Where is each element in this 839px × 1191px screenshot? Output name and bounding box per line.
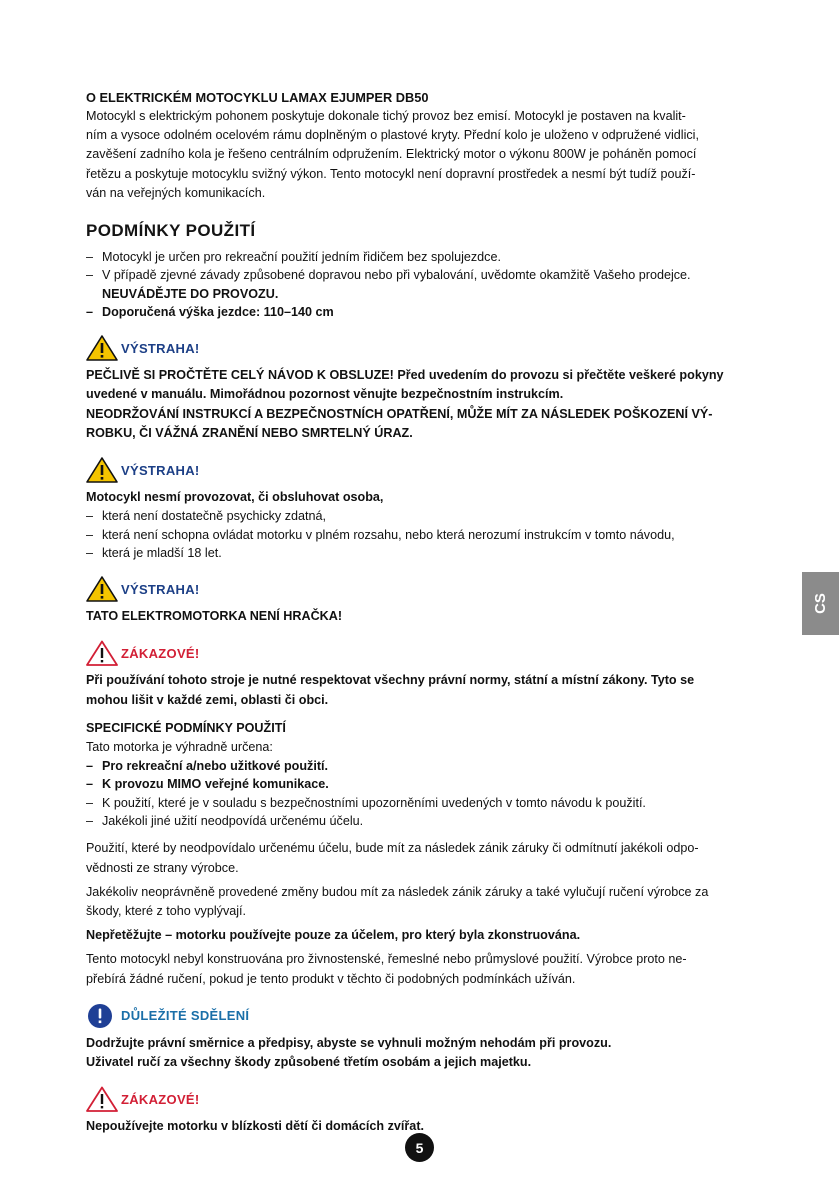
warning-list [86, 507, 754, 562]
dash-bullet: – [86, 814, 94, 829]
warning-triangle-icon [86, 457, 118, 483]
manual-page [86, 88, 754, 1136]
warning-triangle-icon [86, 576, 118, 602]
about-line: Motocykl s elektrickým pohonem poskytuje dokonale tichý provoz bez emisí. Motocykl je postaven na kvalit- [86, 109, 686, 123]
warning-line: ROBKU, ČI VÁŽNÁ ZRANĚNÍ NEBO SMRTELNÝ ÚRAZ. [86, 425, 413, 440]
list-item-text: K použití, které je v souladu s bezpečnostními upozorněními uvedených v tomto návodu k použití. [102, 795, 646, 810]
list-item [86, 812, 754, 830]
list-item-text: Jakékoli jiné užití neodpovídá určenému účelu. [102, 814, 364, 829]
paragraph [86, 883, 754, 921]
prohibition-label: ZÁKAZOVÉ! [121, 1091, 200, 1107]
warning-text [86, 366, 754, 443]
prohibition-label: ZÁKAZOVÉ! [121, 645, 200, 661]
list-item-text: K provozu MIMO veřejné komunikace. [102, 777, 329, 792]
about-line: ním a vysoce odolném ocelovém rámu doplněným o plastové kryty. Přední kolo je uloženo v odpružené vidlici, [86, 128, 699, 143]
prohibition-header [86, 1086, 754, 1112]
dash-bullet: – [86, 527, 94, 542]
list-item-text: která není schopna ovládat motorku v plném rozsahu, nebo která nerozumí instrukcím v tomto návodu, [102, 527, 675, 542]
language-tab [802, 572, 839, 635]
notice-text [86, 1034, 754, 1072]
warning-label: VÝSTRAHA! [121, 581, 200, 597]
about-paragraph [86, 107, 754, 203]
conditions-list [86, 248, 754, 321]
dash-bullet: – [86, 268, 94, 283]
paragraph-line: škody, které z toho vyplývají. [86, 903, 247, 918]
dash-bullet: – [86, 250, 94, 265]
notice-line: Dodržujte právní směrnice a předpisy, abyste se vyhnuli možným nehodám při provozu. [86, 1035, 612, 1050]
paragraph [86, 839, 754, 877]
about-line: zavěšení zadního kola je řešeno centrálním odpružením. Elektrický motor o výkonu 800W je poháněn pomocí [86, 147, 697, 162]
list-item-text: která není dostatečně psychicky zdatná, [102, 509, 327, 524]
paragraph-line: Použití, které by neodpovídalo určenému účelu, bude mít za následek zánik záruky či odmítnutí jakékoli odpo- [86, 841, 699, 856]
warning-label: VÝSTRAHA! [121, 340, 200, 356]
warning-triangle-icon [86, 335, 118, 361]
list-item [86, 507, 754, 525]
warning-header [86, 335, 754, 361]
dash-bullet: – [86, 509, 94, 524]
prohibition-text: Nepoužívejte motorku v blízkosti dětí či domácích zvířat. [86, 1119, 425, 1134]
list-item [86, 266, 754, 303]
list-item [86, 775, 754, 793]
warning-intro: Motocykl nesmí provozovat, či obsluhovat osoba, [86, 490, 384, 505]
about-title: O ELEKTRICKÉM MOTOCYKLU LAMAX EJUMPER DB50 [86, 90, 429, 105]
prohibition-triangle-icon [86, 640, 118, 666]
dash-bullet: – [86, 795, 94, 810]
specific-list [86, 757, 754, 830]
list-item [86, 544, 754, 562]
warning-line: NEODRŽOVÁNÍ INSTRUKCÍ A BEZPEČNOSTNÍCH OPATŘENÍ, MŮŽE MÍT ZA NÁSLEDEK POŠKOZENÍ VÝ- [86, 406, 713, 421]
warning-header [86, 576, 754, 602]
conditions-heading: PODMÍNKY POUŽITÍ [86, 221, 256, 241]
list-item-text: Doporučená výška jezdce: 110–140 cm [102, 304, 334, 319]
dash-bullet: – [86, 759, 94, 774]
list-item-emphasis: NEUVÁDĚJTE DO PROVOZU. [102, 286, 279, 301]
paragraph-line: vědnosti ze strany výrobce. [86, 860, 239, 875]
about-line: řetězu a poskytuje motocyklu svižný výkon. Tento motocykl není dopravní prostředek a nesmí být tudíž použí- [86, 166, 696, 181]
list-item [86, 757, 754, 775]
about-line: ván na veřejných komunikacích. [86, 185, 266, 200]
warning-header [86, 457, 754, 483]
specific-intro: Tato motorka je výhradně určena: [86, 739, 273, 754]
paragraph-line: přebírá žádné ručení, pokud je tento produkt v těchto či podobných podmínkách užíván. [86, 971, 576, 986]
prohibition-text [86, 671, 754, 709]
list-item [86, 526, 754, 544]
list-item [86, 303, 754, 321]
paragraph-bold: Nepřetěžujte – motorku používejte pouze za účelem, pro který byla zkonstruována. [86, 928, 581, 943]
warning-label: VÝSTRAHA! [121, 462, 200, 478]
list-item [86, 248, 754, 266]
dash-bullet: – [86, 545, 94, 560]
prohibition-triangle-icon [86, 1086, 118, 1112]
language-tab-label: CS [812, 593, 829, 614]
paragraph-line: Jakékoliv neoprávněně provedené změny budou mít za následek zánik záruky a také vylučují ručení výrobce za [86, 884, 709, 899]
dash-bullet: – [86, 777, 94, 792]
list-item-text: Motocykl je určen pro rekreační použití jedním řidičem bez spolujezdce. [102, 250, 501, 265]
prohibition-line: mohou lišit v každé zemi, oblasti či obci. [86, 692, 329, 707]
prohibition-header [86, 640, 754, 666]
notice-line: Uživatel ručí za všechny škody způsobené třetím osobám a jejich majetku. [86, 1054, 532, 1069]
paragraph-line: Tento motocykl nebyl konstruována pro živnostenské, řemeslné nebo průmyslové použití. Výrobce proto ne- [86, 952, 687, 967]
warning-line: uvedené v manuálu. Mimořádnou pozornost věnujte bezpečnostním instrukcím. [86, 387, 564, 402]
paragraph [86, 950, 754, 988]
prohibition-line: Při používání tohoto stroje je nutné respektovat všechny právní normy, státní a místní zákony. Tyto se [86, 673, 695, 688]
dash-bullet: – [86, 304, 94, 319]
list-item-text: V případě zjevné závady způsobené dopravou nebo při vybalování, uvědomte okamžitě Vašeho prodejce. [102, 268, 691, 283]
info-exclamation-icon [86, 1003, 118, 1029]
list-item-text: Pro rekreační a/nebo užitkové použití. [102, 759, 329, 774]
notice-label: DŮLEŽITÉ SDĚLENÍ [121, 1008, 250, 1024]
specific-heading: SPECIFICKÉ PODMÍNKY POUŽITÍ [86, 720, 286, 735]
warning-text: TATO ELEKTROMOTORKA NENÍ HRAČKA! [86, 609, 343, 624]
list-item [86, 794, 754, 812]
page-number: 5 [405, 1133, 434, 1162]
warning-line: PEČLIVĚ SI PROČTĚTE CELÝ NÁVOD K OBSLUZE! Před uvedením do provozu si přečtěte veškeré pokyny [86, 368, 724, 383]
notice-header [86, 1003, 754, 1029]
list-item-text: která je mladší 18 let. [102, 545, 222, 560]
